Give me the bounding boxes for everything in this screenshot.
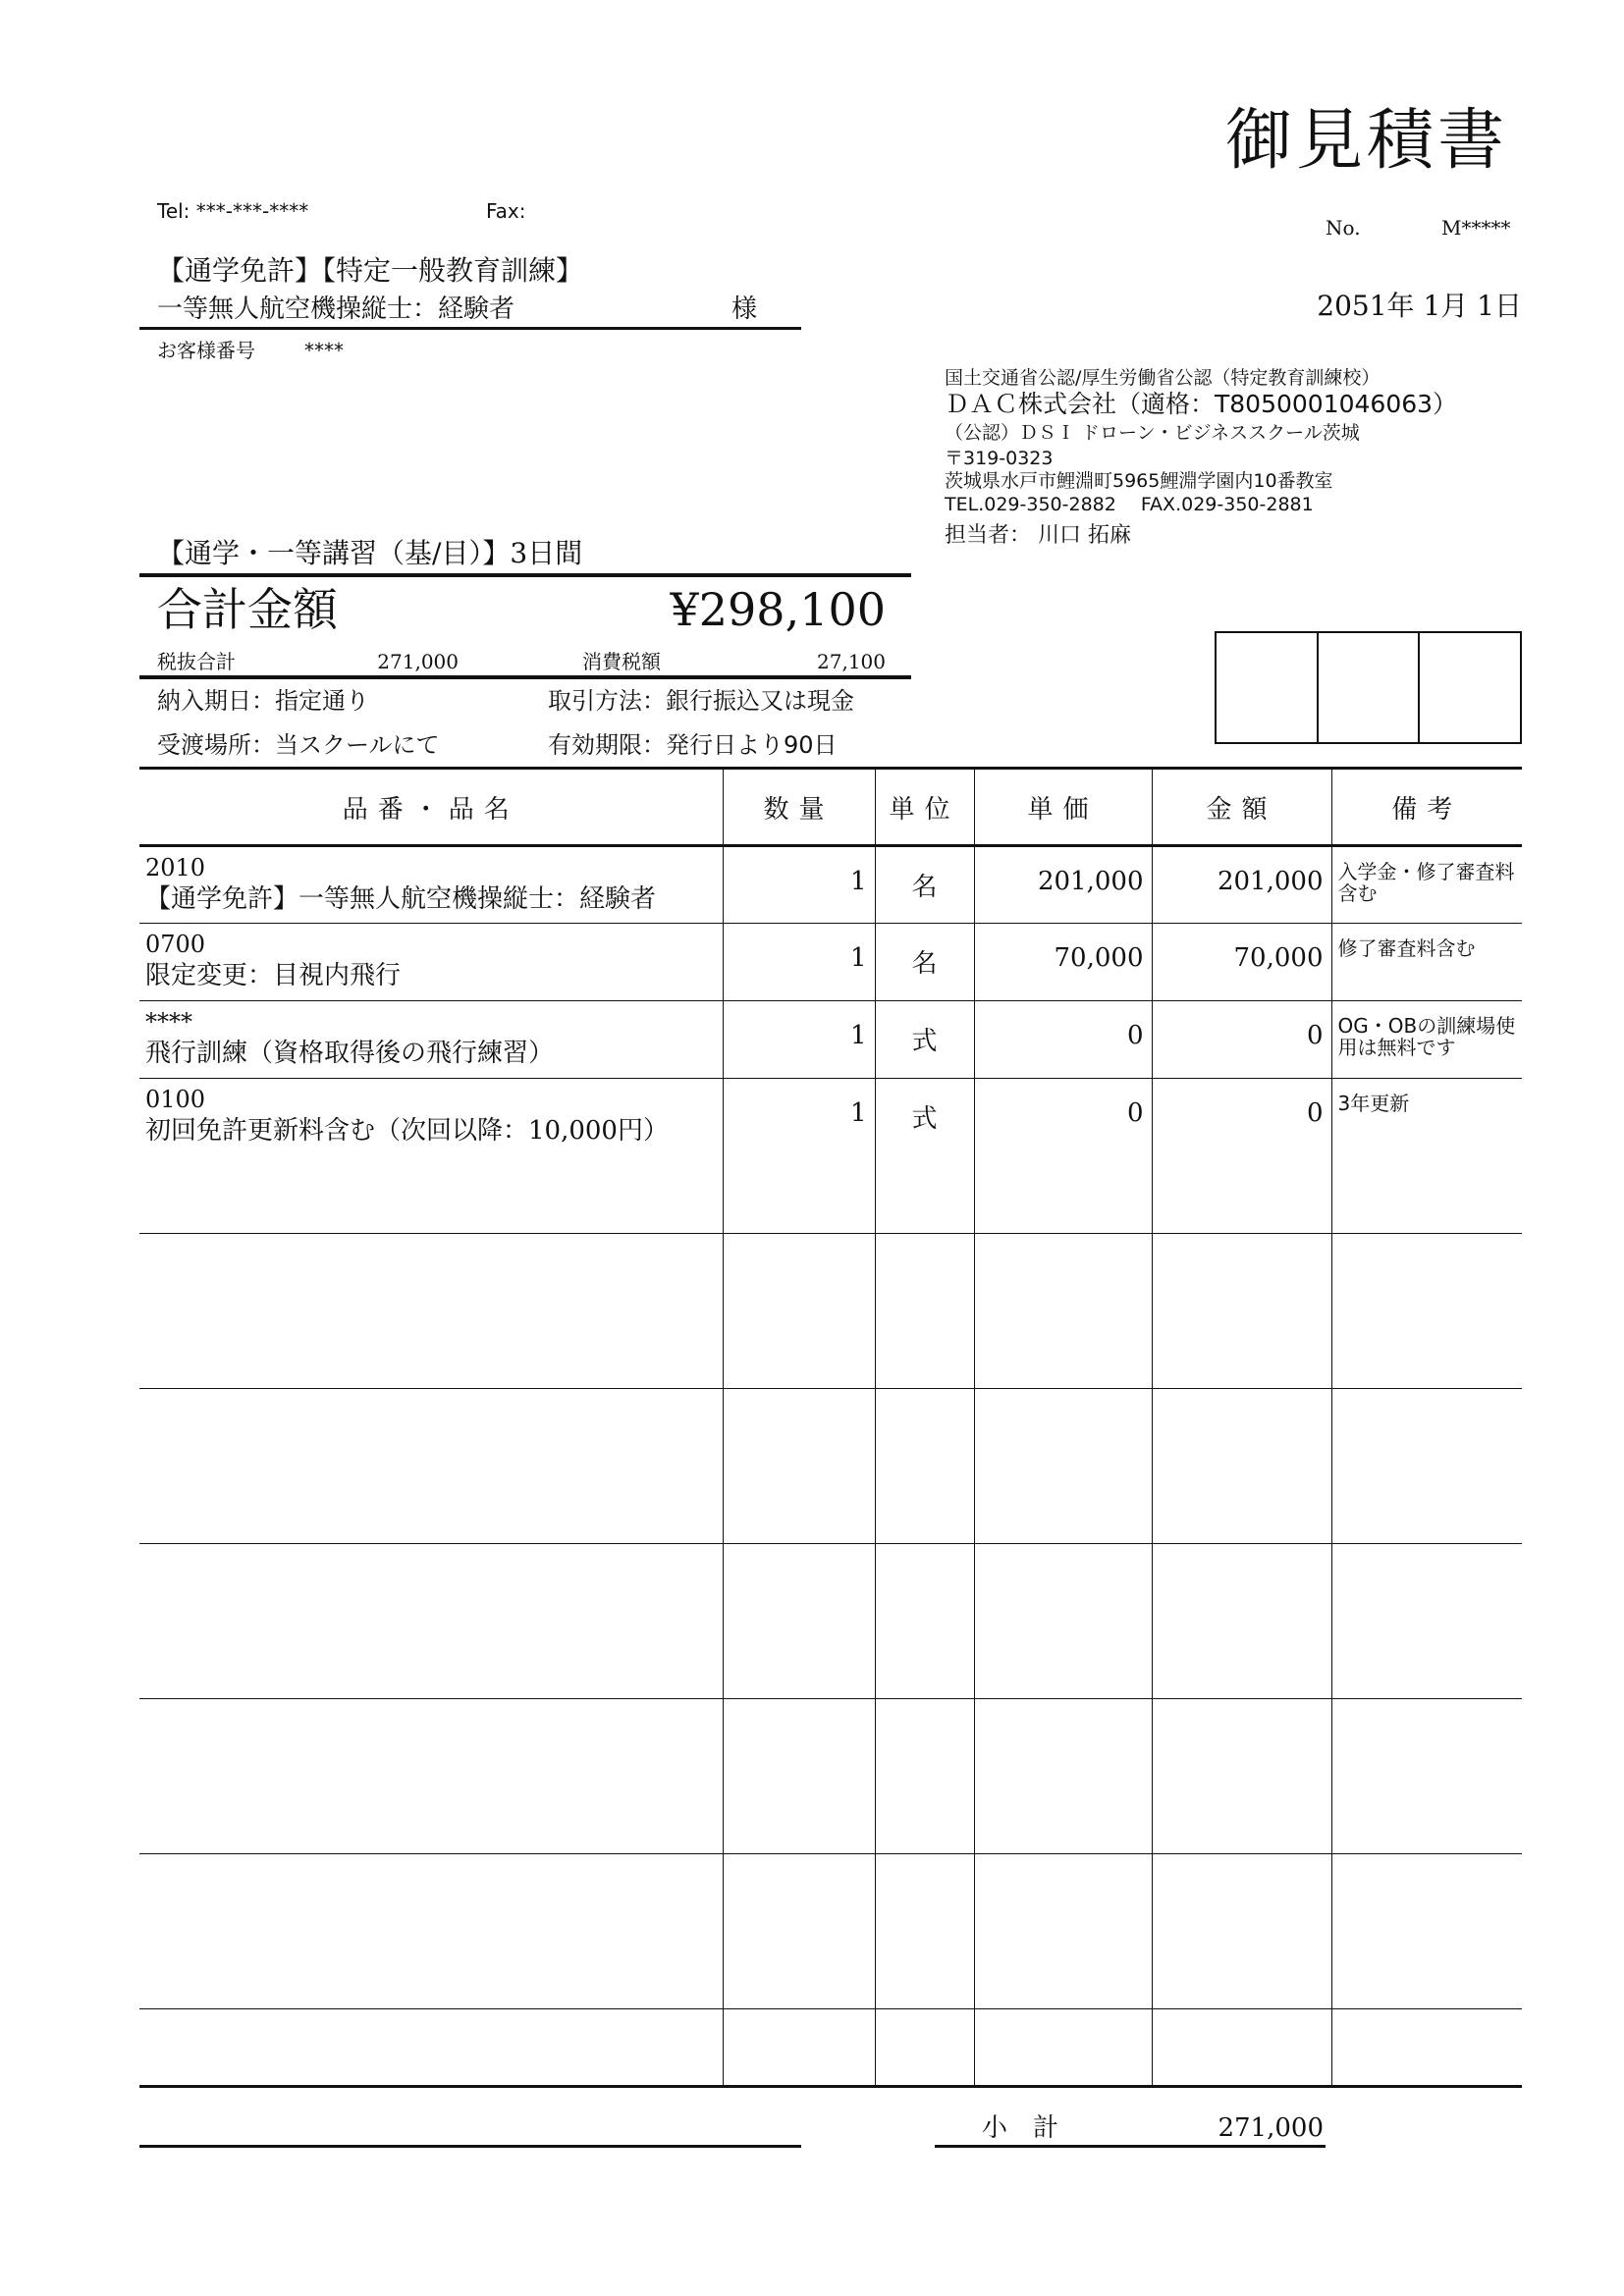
unit-cell: 名	[875, 924, 974, 1001]
table-row-empty	[139, 1544, 1522, 1699]
quantity-cell: 1	[723, 924, 875, 1001]
table-row-empty	[139, 2009, 1522, 2087]
quantity-cell: 1	[723, 846, 875, 924]
unit-cell: 式	[875, 1079, 974, 1234]
issuer-address: 茨城県水戸市鯉淵町5965鯉淵学園内10番教室	[945, 470, 1333, 492]
unit-cell: 式	[875, 1001, 974, 1079]
quantity-cell: 1	[723, 1079, 875, 1234]
item-code: ****	[145, 1008, 192, 1036]
table-row	[139, 924, 1522, 1001]
customer-honorific: 様	[731, 294, 758, 324]
seal-boxes	[1215, 631, 1522, 744]
course-title: 【通学・一等講習（基/目）】3日間	[157, 537, 583, 569]
customer-number-value: ****	[304, 339, 344, 362]
amount-cell: 0	[1152, 1001, 1331, 1079]
remarks-cell: 3年更新	[1331, 1079, 1522, 1234]
issuer-contact: 担当者： 川口 拓麻	[945, 523, 1131, 548]
issue-date: 2051年 1月 1日	[1317, 290, 1522, 322]
item-name: 【通学免許】一等無人航空機操縦士：経験者	[145, 884, 657, 914]
issuer-certification: 国土交通省公認/厚生労働省公認（特定教育訓練校）	[945, 367, 1380, 389]
item-cell	[139, 924, 723, 1001]
customer-number-label: お客様番号	[157, 339, 255, 362]
item-name: 飛行訓練（資格取得後の飛行練習）	[145, 1039, 555, 1068]
quantity-cell: 1	[723, 1001, 875, 1079]
header-amount: 金額	[1152, 769, 1331, 846]
payment-method: 取引方法：銀行振込又は現金	[548, 687, 854, 715]
delivery-place: 受渡場所：当スクールにて	[157, 731, 440, 759]
table-row	[139, 1001, 1522, 1079]
item-cell	[139, 846, 723, 924]
subtotal-value: 271,000	[1218, 2113, 1324, 2143]
document-title: 御見積書	[1224, 102, 1508, 180]
issuer-school: （公認）ＤＳＩ ドローン・ビジネススクール茨城	[945, 422, 1360, 444]
item-cell	[139, 1079, 723, 1234]
seal-box	[1420, 633, 1520, 742]
tax-value: 27,100	[817, 650, 886, 673]
unit-price-cell: 201,000	[974, 846, 1152, 924]
item-code: 0700	[145, 931, 206, 958]
issuer-tel-fax: TEL.029-350-2882 FAX.029-350-2881	[945, 494, 1314, 515]
table-row-empty	[139, 1234, 1522, 1389]
course-title-underline	[139, 573, 911, 577]
subtotal-underline	[935, 2145, 1326, 2148]
header-unit-price: 単価	[974, 769, 1152, 846]
item-code: 2010	[145, 854, 206, 881]
item-cell	[139, 1001, 723, 1079]
seal-box	[1319, 633, 1421, 742]
table-row	[139, 846, 1522, 924]
header-unit: 単位	[875, 769, 974, 846]
validity-period: 有効期限：発行日より90日	[548, 731, 838, 759]
issuer-postal: 〒319-0323	[945, 448, 1054, 469]
total-value: ¥298,100	[670, 583, 886, 636]
document-number-label: No.	[1326, 216, 1361, 240]
table-header-row	[139, 769, 1522, 846]
item-name: 初回免許更新料含む（次回以降：10,000円）	[145, 1116, 669, 1146]
subtotal-label: 小 計	[982, 2113, 1059, 2143]
unit-price-cell: 70,000	[974, 924, 1152, 1001]
unit-cell: 名	[875, 846, 974, 924]
amount-cell: 201,000	[1152, 846, 1331, 924]
table-row-empty	[139, 1699, 1522, 1854]
unit-price-cell: 0	[974, 1001, 1152, 1079]
item-code: 0100	[145, 1086, 206, 1113]
amount-cell: 0	[1152, 1079, 1331, 1234]
customer-name: 一等無人航空機操縦士：経験者	[157, 294, 515, 324]
item-name: 限定変更：目視内飛行	[145, 961, 402, 990]
unit-price-cell: 0	[974, 1079, 1152, 1234]
delivery-date: 納入期日：指定通り	[157, 687, 369, 715]
remarks-cell: OG・OBの訓練場使用は無料です	[1331, 1001, 1522, 1079]
customer-course-line: 【通学免許】【特定一般教育訓練】	[157, 254, 584, 287]
pretax-label: 税抜合計	[157, 650, 236, 673]
seal-box	[1217, 633, 1319, 742]
fax-text: Fax:	[486, 199, 526, 223]
tax-label: 消費税額	[582, 650, 661, 673]
pretax-value: 271,000	[377, 650, 459, 673]
header-item: 品番・品名	[139, 769, 723, 846]
tel-text: Tel: ***-***-****	[157, 199, 309, 223]
items-table	[139, 767, 1522, 2088]
table-row-empty	[139, 1389, 1522, 1544]
amount-cell: 70,000	[1152, 924, 1331, 1001]
tax-underline	[139, 675, 911, 679]
total-label: 合計金額	[157, 583, 338, 636]
customer-underline	[139, 327, 801, 330]
table-row-empty	[139, 1854, 1522, 2009]
header-remarks: 備考	[1331, 769, 1522, 846]
issuer-company: ＤＡＣ株式会社（適格：T8050001046063）	[945, 390, 1458, 418]
table-row	[139, 1079, 1522, 1234]
signature-line	[139, 2145, 801, 2148]
header-quantity: 数量	[723, 769, 875, 846]
remarks-cell: 修了審査料含む	[1331, 924, 1522, 1001]
document-number-value: M*****	[1441, 216, 1511, 240]
remarks-cell: 入学金・修了審査料含む	[1331, 846, 1522, 924]
